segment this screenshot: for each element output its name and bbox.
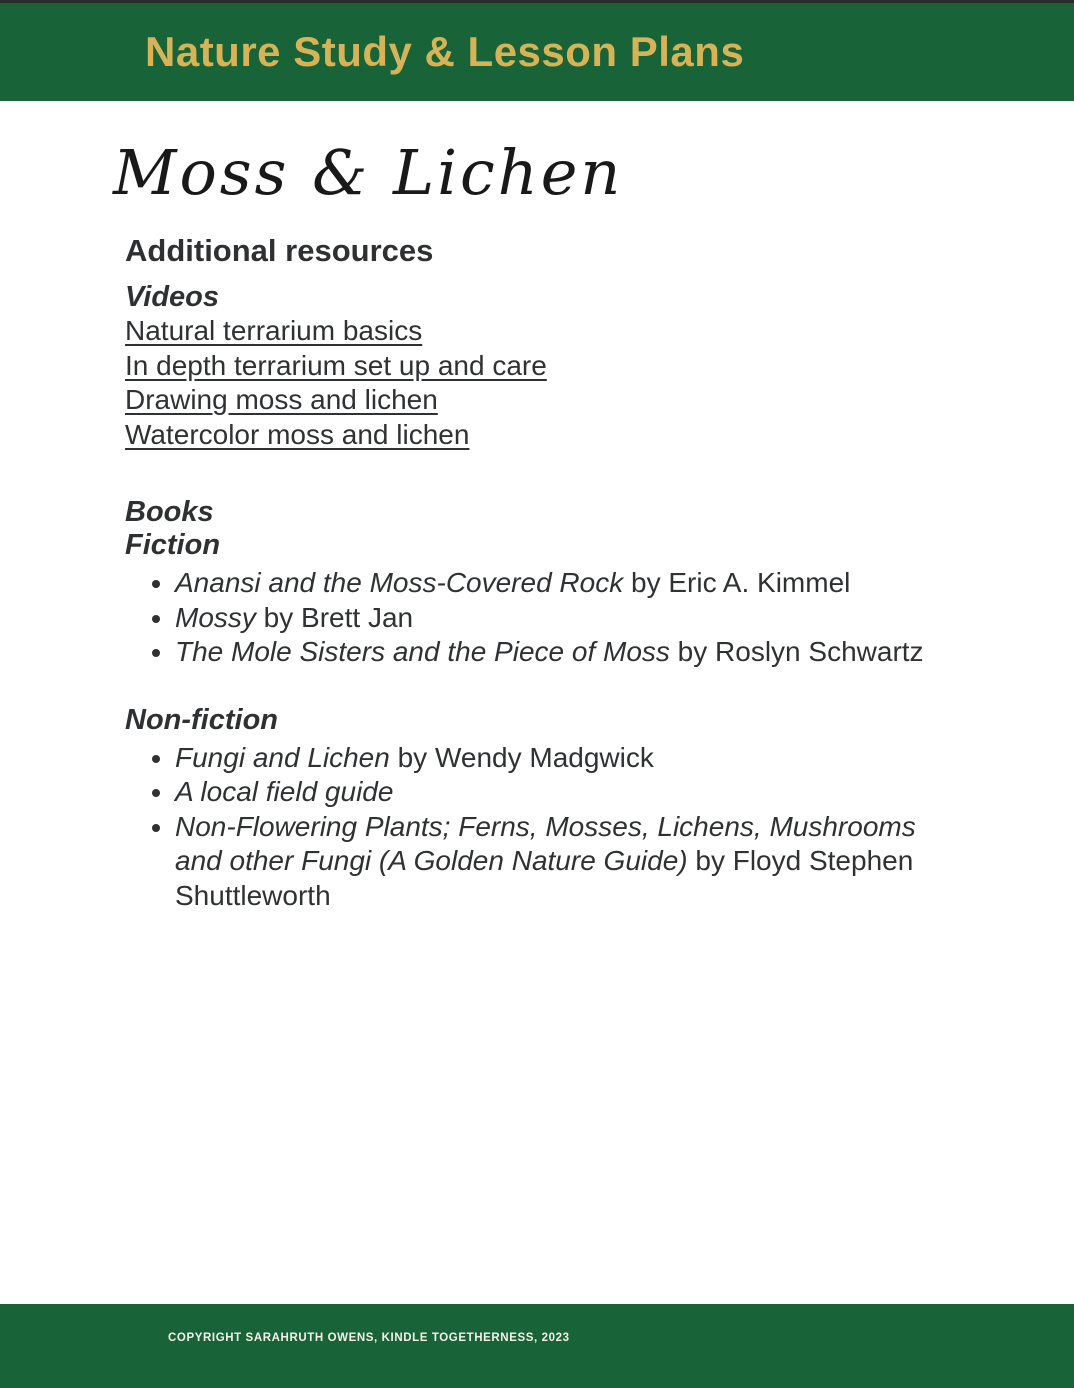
book-author: by Floyd Stephen Shuttleworth: [175, 845, 914, 911]
book-author: by Brett Jan: [255, 601, 414, 633]
copyright-text: COPYRIGHT SARAHRUTH OWENS, KINDLE TOGETHERNESS, 2023: [168, 1332, 570, 1344]
lesson-title-script: Moss & Lichen: [113, 136, 624, 209]
book-title: Anansi and the Moss-Covered Rock: [175, 567, 624, 598]
video-links: [125, 314, 1014, 452]
book-item: [175, 775, 925, 810]
video-link-watercolor-moss-lichen[interactable]: Watercolor moss and lichen: [125, 418, 470, 450]
book-author: by Eric A. Kimmel: [623, 567, 851, 598]
book-item: [175, 635, 925, 670]
book-title: Fungi and Lichen: [175, 741, 390, 773]
book-title: The Mole Sisters and the Piece of Moss: [175, 636, 670, 667]
book-author: by Wendy Madgwick: [389, 741, 654, 773]
content-area: [0, 101, 1074, 913]
book-title: A local field guide: [175, 776, 394, 807]
video-link-in-depth-terrarium[interactable]: In depth terrarium set up and care: [125, 349, 547, 381]
additional-resources-heading: Additional resources: [125, 233, 434, 268]
video-link-natural-terrarium-basics[interactable]: Natural terrarium basics: [125, 315, 423, 346]
book-title: Mossy: [175, 601, 256, 633]
book-item: [175, 601, 925, 636]
book-author: by Roslyn Schwartz: [669, 636, 924, 667]
books-heading: Books: [125, 496, 214, 528]
book-item: [175, 741, 925, 776]
header-banner: [0, 3, 1074, 101]
book-title: Non-Flowering Plants; Ferns, Mosses, Lichens, Mushrooms and other Fungi (A Golden Nature Guide): [175, 810, 916, 876]
videos-heading: Videos: [125, 281, 220, 313]
footer-banner: [0, 1304, 1074, 1388]
non-fiction-heading: Non-fiction: [125, 703, 279, 736]
fiction-list: [125, 566, 1014, 670]
non-fiction-list: [125, 741, 1014, 914]
page-title: Nature Study & Lesson Plans: [145, 28, 745, 75]
fiction-heading: Fiction: [125, 529, 221, 561]
video-link-drawing-moss-lichen[interactable]: Drawing moss and lichen: [125, 384, 438, 415]
book-item: [175, 810, 925, 914]
book-item: [175, 566, 925, 601]
